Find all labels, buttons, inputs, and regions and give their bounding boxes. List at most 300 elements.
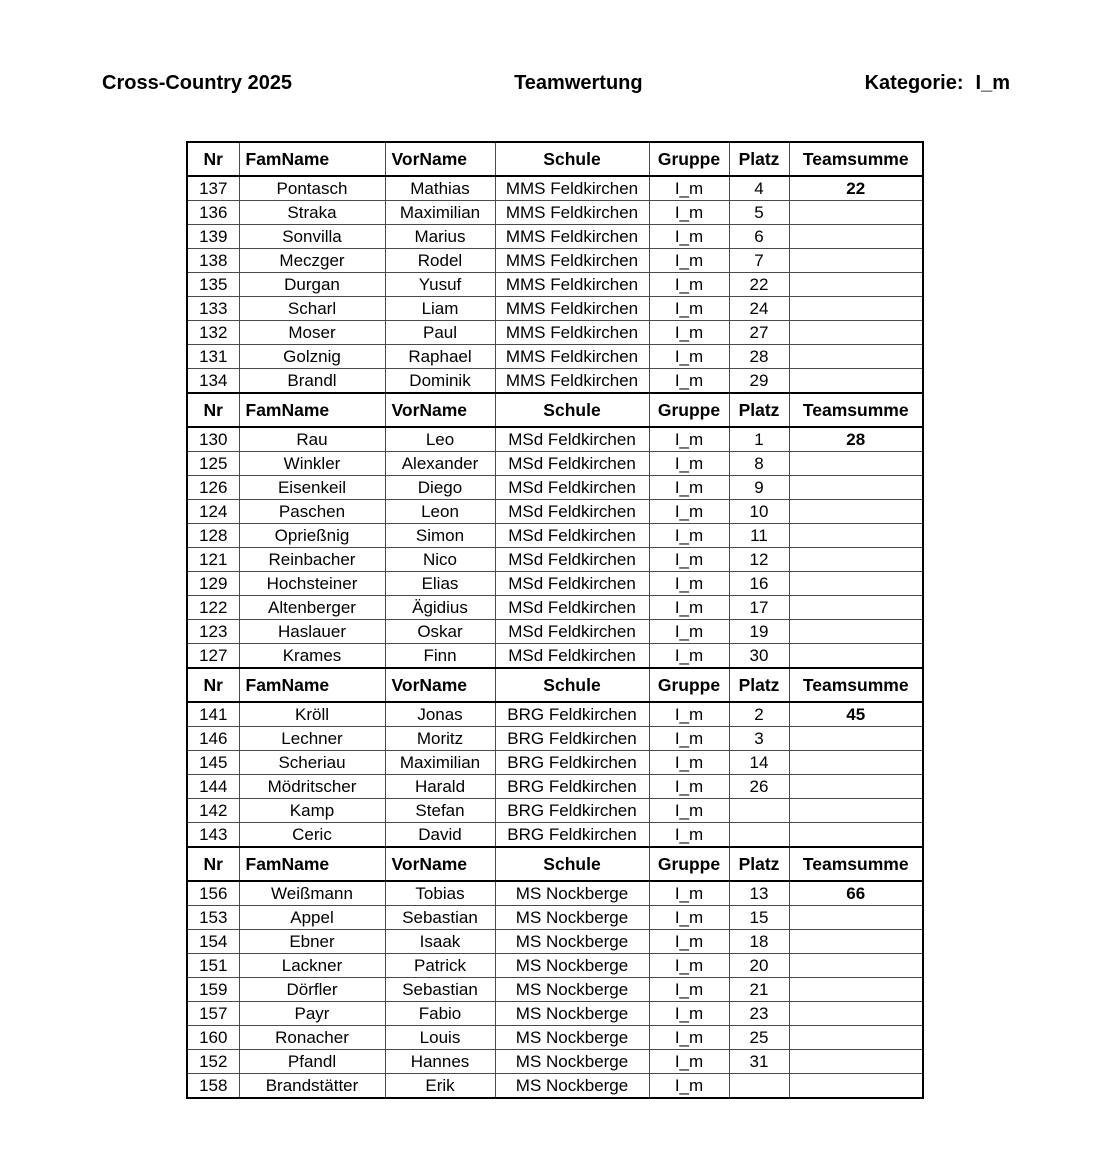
cell-vorname: Leo <box>385 427 495 452</box>
table-row <box>187 596 923 620</box>
cell-famname: Meczger <box>239 249 385 273</box>
cell-gruppe: I_m <box>649 775 729 799</box>
cell-teamsumme <box>789 524 923 548</box>
category <box>865 72 1010 95</box>
cell-nr: 133 <box>187 297 239 321</box>
cell-nr: 122 <box>187 596 239 620</box>
table-row <box>187 548 923 572</box>
column-header-schule: Schule <box>495 393 649 427</box>
cell-nr: 132 <box>187 321 239 345</box>
cell-platz: 9 <box>729 476 789 500</box>
cell-teamsumme <box>789 954 923 978</box>
cell-teamsumme <box>789 644 923 669</box>
cell-famname: Reinbacher <box>239 548 385 572</box>
page-header <box>0 0 1110 95</box>
cell-teamsumme <box>789 727 923 751</box>
cell-schule: MS Nockberge <box>495 881 649 906</box>
cell-nr: 154 <box>187 930 239 954</box>
report-title: Cross-Country 2025 <box>102 72 293 94</box>
cell-gruppe: I_m <box>649 954 729 978</box>
table-row <box>187 225 923 249</box>
cell-vorname: Maximilian <box>385 751 495 775</box>
cell-teamsumme <box>789 823 923 848</box>
cell-schule: MMS Feldkirchen <box>495 201 649 225</box>
team-results-table-body <box>187 142 923 1098</box>
cell-schule: MSd Feldkirchen <box>495 452 649 476</box>
column-header-nr: Nr <box>187 393 239 427</box>
cell-gruppe: I_m <box>649 644 729 669</box>
cell-nr: 130 <box>187 427 239 452</box>
cell-platz: 5 <box>729 201 789 225</box>
cell-schule: BRG Feldkirchen <box>495 727 649 751</box>
cell-vorname: David <box>385 823 495 848</box>
cell-teamsumme <box>789 321 923 345</box>
cell-platz <box>729 1074 789 1099</box>
cell-famname: Ebner <box>239 930 385 954</box>
table-row <box>187 476 923 500</box>
cell-gruppe: I_m <box>649 273 729 297</box>
cell-famname: Payr <box>239 1002 385 1026</box>
cell-teamsumme <box>789 548 923 572</box>
cell-famname: Durgan <box>239 273 385 297</box>
cell-platz: 31 <box>729 1050 789 1074</box>
cell-famname: Scharl <box>239 297 385 321</box>
cell-nr: 126 <box>187 476 239 500</box>
cell-teamsumme: 28 <box>789 427 923 452</box>
column-header-platz: Platz <box>729 393 789 427</box>
column-header-vorname: VorName <box>385 393 495 427</box>
cell-famname: Straka <box>239 201 385 225</box>
cell-famname: Pontasch <box>239 176 385 201</box>
cell-vorname: Louis <box>385 1026 495 1050</box>
table-row <box>187 978 923 1002</box>
cell-platz <box>729 823 789 848</box>
table-row <box>187 906 923 930</box>
cell-famname: Oprießnig <box>239 524 385 548</box>
cell-famname: Paschen <box>239 500 385 524</box>
cell-gruppe: I_m <box>649 906 729 930</box>
cell-teamsumme <box>789 452 923 476</box>
cell-schule: MS Nockberge <box>495 1050 649 1074</box>
cell-nr: 151 <box>187 954 239 978</box>
cell-nr: 152 <box>187 1050 239 1074</box>
cell-nr: 158 <box>187 1074 239 1099</box>
cell-nr: 141 <box>187 702 239 727</box>
table-header-row <box>187 847 923 881</box>
cell-vorname: Nico <box>385 548 495 572</box>
cell-nr: 124 <box>187 500 239 524</box>
cell-gruppe: I_m <box>649 201 729 225</box>
table-row <box>187 775 923 799</box>
table-row <box>187 620 923 644</box>
column-header-schule: Schule <box>495 668 649 702</box>
cell-schule: MMS Feldkirchen <box>495 369 649 394</box>
cell-vorname: Diego <box>385 476 495 500</box>
cell-famname: Kröll <box>239 702 385 727</box>
cell-teamsumme <box>789 297 923 321</box>
cell-schule: MSd Feldkirchen <box>495 548 649 572</box>
cell-famname: Altenberger <box>239 596 385 620</box>
cell-gruppe: I_m <box>649 1074 729 1099</box>
cell-gruppe: I_m <box>649 476 729 500</box>
table-row <box>187 297 923 321</box>
cell-vorname: Isaak <box>385 930 495 954</box>
cell-gruppe: I_m <box>649 321 729 345</box>
cell-famname: Ronacher <box>239 1026 385 1050</box>
table-row <box>187 273 923 297</box>
cell-schule: MMS Feldkirchen <box>495 321 649 345</box>
cell-gruppe: I_m <box>649 930 729 954</box>
cell-famname: Rau <box>239 427 385 452</box>
table-row <box>187 321 923 345</box>
table-row <box>187 369 923 394</box>
column-header-nr: Nr <box>187 668 239 702</box>
table-row <box>187 644 923 669</box>
cell-famname: Hochsteiner <box>239 572 385 596</box>
cell-nr: 129 <box>187 572 239 596</box>
cell-nr: 143 <box>187 823 239 848</box>
cell-schule: BRG Feldkirchen <box>495 799 649 823</box>
table-row <box>187 500 923 524</box>
cell-famname: Scheriau <box>239 751 385 775</box>
cell-famname: Lechner <box>239 727 385 751</box>
table-row <box>187 799 923 823</box>
table-row <box>187 427 923 452</box>
table-header-row <box>187 142 923 176</box>
table-row <box>187 572 923 596</box>
cell-schule: MS Nockberge <box>495 906 649 930</box>
cell-vorname: Maximilian <box>385 201 495 225</box>
cell-famname: Ceric <box>239 823 385 848</box>
cell-teamsumme <box>789 751 923 775</box>
cell-schule: MSd Feldkirchen <box>495 524 649 548</box>
table-row <box>187 751 923 775</box>
cell-schule: MSd Feldkirchen <box>495 427 649 452</box>
cell-vorname: Alexander <box>385 452 495 476</box>
cell-platz: 26 <box>729 775 789 799</box>
cell-schule: MSd Feldkirchen <box>495 572 649 596</box>
cell-famname: Brandstätter <box>239 1074 385 1099</box>
cell-vorname: Stefan <box>385 799 495 823</box>
table-row <box>187 1074 923 1099</box>
column-header-famname: FamName <box>239 847 385 881</box>
cell-nr: 157 <box>187 1002 239 1026</box>
cell-vorname: Hannes <box>385 1050 495 1074</box>
column-header-gruppe: Gruppe <box>649 142 729 176</box>
column-header-vorname: VorName <box>385 142 495 176</box>
cell-schule: MSd Feldkirchen <box>495 500 649 524</box>
cell-vorname: Moritz <box>385 727 495 751</box>
column-header-teamsumme: Teamsumme <box>789 847 923 881</box>
report-subtitle: Teamwertung <box>514 72 643 94</box>
cell-nr: 136 <box>187 201 239 225</box>
cell-platz: 24 <box>729 297 789 321</box>
column-header-vorname: VorName <box>385 668 495 702</box>
cell-gruppe: I_m <box>649 751 729 775</box>
cell-schule: MS Nockberge <box>495 1074 649 1099</box>
cell-nr: 134 <box>187 369 239 394</box>
cell-platz: 10 <box>729 500 789 524</box>
cell-teamsumme <box>789 906 923 930</box>
cell-gruppe: I_m <box>649 249 729 273</box>
cell-teamsumme <box>789 1074 923 1099</box>
column-header-platz: Platz <box>729 668 789 702</box>
cell-vorname: Ägidius <box>385 596 495 620</box>
cell-platz: 2 <box>729 702 789 727</box>
cell-nr: 123 <box>187 620 239 644</box>
table-row <box>187 452 923 476</box>
cell-gruppe: I_m <box>649 881 729 906</box>
cell-platz: 13 <box>729 881 789 906</box>
cell-famname: Dörfler <box>239 978 385 1002</box>
category-label: Kategorie: <box>864 72 964 94</box>
cell-vorname: Jonas <box>385 702 495 727</box>
cell-teamsumme <box>789 1002 923 1026</box>
cell-gruppe: I_m <box>649 823 729 848</box>
table-row <box>187 702 923 727</box>
cell-nr: 142 <box>187 799 239 823</box>
cell-schule: MMS Feldkirchen <box>495 176 649 201</box>
cell-schule: MS Nockberge <box>495 1002 649 1026</box>
column-header-teamsumme: Teamsumme <box>789 668 923 702</box>
cell-teamsumme <box>789 978 923 1002</box>
cell-famname: Appel <box>239 906 385 930</box>
cell-teamsumme <box>789 620 923 644</box>
cell-platz <box>729 799 789 823</box>
cell-famname: Weißmann <box>239 881 385 906</box>
cell-schule: MSd Feldkirchen <box>495 620 649 644</box>
cell-schule: MS Nockberge <box>495 978 649 1002</box>
cell-gruppe: I_m <box>649 727 729 751</box>
cell-gruppe: I_m <box>649 1050 729 1074</box>
cell-platz: 12 <box>729 548 789 572</box>
cell-schule: MSd Feldkirchen <box>495 476 649 500</box>
cell-gruppe: I_m <box>649 620 729 644</box>
column-header-vorname: VorName <box>385 847 495 881</box>
cell-schule: MS Nockberge <box>495 954 649 978</box>
cell-schule: BRG Feldkirchen <box>495 751 649 775</box>
cell-gruppe: I_m <box>649 548 729 572</box>
cell-famname: Golznig <box>239 345 385 369</box>
team-results-table <box>186 141 924 1099</box>
column-header-famname: FamName <box>239 393 385 427</box>
cell-gruppe: I_m <box>649 1002 729 1026</box>
cell-teamsumme <box>789 249 923 273</box>
cell-vorname: Finn <box>385 644 495 669</box>
cell-schule: MMS Feldkirchen <box>495 345 649 369</box>
cell-gruppe: I_m <box>649 1026 729 1050</box>
cell-schule: MS Nockberge <box>495 1026 649 1050</box>
cell-teamsumme <box>789 572 923 596</box>
cell-gruppe: I_m <box>649 427 729 452</box>
cell-famname: Mödritscher <box>239 775 385 799</box>
cell-famname: Brandl <box>239 369 385 394</box>
cell-teamsumme <box>789 799 923 823</box>
cell-nr: 139 <box>187 225 239 249</box>
cell-nr: 145 <box>187 751 239 775</box>
column-header-platz: Platz <box>729 142 789 176</box>
cell-vorname: Tobias <box>385 881 495 906</box>
cell-platz: 20 <box>729 954 789 978</box>
cell-platz: 27 <box>729 321 789 345</box>
cell-nr: 159 <box>187 978 239 1002</box>
cell-vorname: Liam <box>385 297 495 321</box>
table-row <box>187 881 923 906</box>
cell-vorname: Leon <box>385 500 495 524</box>
cell-famname: Kamp <box>239 799 385 823</box>
cell-gruppe: I_m <box>649 524 729 548</box>
cell-platz: 7 <box>729 249 789 273</box>
cell-platz: 25 <box>729 1026 789 1050</box>
cell-platz: 15 <box>729 906 789 930</box>
cell-vorname: Yusuf <box>385 273 495 297</box>
table-row <box>187 1050 923 1074</box>
cell-platz: 8 <box>729 452 789 476</box>
cell-nr: 137 <box>187 176 239 201</box>
cell-teamsumme <box>789 775 923 799</box>
cell-platz: 1 <box>729 427 789 452</box>
cell-nr: 131 <box>187 345 239 369</box>
table-row <box>187 345 923 369</box>
column-header-gruppe: Gruppe <box>649 393 729 427</box>
table-row <box>187 176 923 201</box>
table-row <box>187 727 923 751</box>
table-row <box>187 1002 923 1026</box>
cell-platz: 16 <box>729 572 789 596</box>
cell-schule: MMS Feldkirchen <box>495 225 649 249</box>
column-header-teamsumme: Teamsumme <box>789 393 923 427</box>
table-row <box>187 823 923 848</box>
cell-famname: Haslauer <box>239 620 385 644</box>
cell-platz: 19 <box>729 620 789 644</box>
cell-teamsumme <box>789 500 923 524</box>
cell-gruppe: I_m <box>649 225 729 249</box>
cell-famname: Winkler <box>239 452 385 476</box>
cell-platz: 18 <box>729 930 789 954</box>
cell-platz: 23 <box>729 1002 789 1026</box>
cell-nr: 135 <box>187 273 239 297</box>
cell-nr: 125 <box>187 452 239 476</box>
cell-gruppe: I_m <box>649 176 729 201</box>
cell-teamsumme <box>789 273 923 297</box>
cell-famname: Krames <box>239 644 385 669</box>
cell-schule: MMS Feldkirchen <box>495 249 649 273</box>
cell-schule: BRG Feldkirchen <box>495 702 649 727</box>
cell-teamsumme <box>789 201 923 225</box>
cell-vorname: Elias <box>385 572 495 596</box>
cell-nr: 121 <box>187 548 239 572</box>
cell-famname: Moser <box>239 321 385 345</box>
cell-gruppe: I_m <box>649 572 729 596</box>
cell-nr: 144 <box>187 775 239 799</box>
cell-nr: 128 <box>187 524 239 548</box>
cell-gruppe: I_m <box>649 452 729 476</box>
table-row <box>187 930 923 954</box>
column-header-teamsumme: Teamsumme <box>789 142 923 176</box>
cell-teamsumme <box>789 225 923 249</box>
category-value: I_m <box>975 72 1010 94</box>
column-header-schule: Schule <box>495 847 649 881</box>
cell-famname: Eisenkeil <box>239 476 385 500</box>
cell-gruppe: I_m <box>649 500 729 524</box>
cell-teamsumme <box>789 1050 923 1074</box>
cell-schule: BRG Feldkirchen <box>495 823 649 848</box>
cell-platz: 30 <box>729 644 789 669</box>
cell-teamsumme <box>789 369 923 394</box>
cell-vorname: Dominik <box>385 369 495 394</box>
cell-gruppe: I_m <box>649 345 729 369</box>
cell-platz: 3 <box>729 727 789 751</box>
cell-vorname: Rodel <box>385 249 495 273</box>
cell-platz: 29 <box>729 369 789 394</box>
cell-schule: MMS Feldkirchen <box>495 273 649 297</box>
table-row <box>187 1026 923 1050</box>
cell-vorname: Oskar <box>385 620 495 644</box>
cell-gruppe: I_m <box>649 369 729 394</box>
cell-gruppe: I_m <box>649 297 729 321</box>
cell-famname: Lackner <box>239 954 385 978</box>
cell-teamsumme: 45 <box>789 702 923 727</box>
table-header-row <box>187 393 923 427</box>
column-header-schule: Schule <box>495 142 649 176</box>
cell-platz: 4 <box>729 176 789 201</box>
cell-nr: 160 <box>187 1026 239 1050</box>
cell-vorname: Sebastian <box>385 906 495 930</box>
table-row <box>187 954 923 978</box>
cell-vorname: Raphael <box>385 345 495 369</box>
table-row <box>187 201 923 225</box>
cell-vorname: Erik <box>385 1074 495 1099</box>
column-header-nr: Nr <box>187 847 239 881</box>
cell-schule: MSd Feldkirchen <box>495 596 649 620</box>
cell-gruppe: I_m <box>649 596 729 620</box>
cell-platz: 14 <box>729 751 789 775</box>
cell-gruppe: I_m <box>649 978 729 1002</box>
cell-famname: Sonvilla <box>239 225 385 249</box>
column-header-platz: Platz <box>729 847 789 881</box>
cell-platz: 6 <box>729 225 789 249</box>
table-row <box>187 249 923 273</box>
cell-teamsumme <box>789 930 923 954</box>
column-header-gruppe: Gruppe <box>649 847 729 881</box>
cell-gruppe: I_m <box>649 799 729 823</box>
cell-vorname: Patrick <box>385 954 495 978</box>
cell-teamsumme <box>789 596 923 620</box>
cell-vorname: Sebastian <box>385 978 495 1002</box>
cell-platz: 22 <box>729 273 789 297</box>
cell-vorname: Mathias <box>385 176 495 201</box>
cell-nr: 146 <box>187 727 239 751</box>
cell-schule: MS Nockberge <box>495 930 649 954</box>
cell-nr: 138 <box>187 249 239 273</box>
cell-schule: MSd Feldkirchen <box>495 644 649 669</box>
cell-platz: 28 <box>729 345 789 369</box>
column-header-gruppe: Gruppe <box>649 668 729 702</box>
cell-platz: 11 <box>729 524 789 548</box>
cell-nr: 153 <box>187 906 239 930</box>
cell-schule: MMS Feldkirchen <box>495 297 649 321</box>
cell-vorname: Simon <box>385 524 495 548</box>
cell-nr: 127 <box>187 644 239 669</box>
cell-platz: 17 <box>729 596 789 620</box>
cell-gruppe: I_m <box>649 702 729 727</box>
cell-vorname: Fabio <box>385 1002 495 1026</box>
cell-teamsumme: 66 <box>789 881 923 906</box>
cell-teamsumme <box>789 345 923 369</box>
cell-platz: 21 <box>729 978 789 1002</box>
cell-nr: 156 <box>187 881 239 906</box>
cell-teamsumme: 22 <box>789 176 923 201</box>
